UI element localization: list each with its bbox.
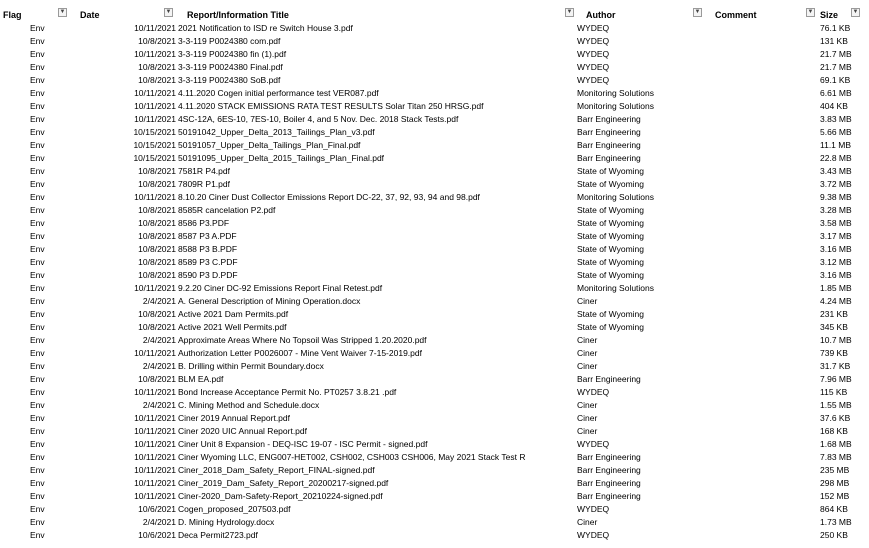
cell-flag[interactable]: Env [30, 322, 45, 332]
cell-author[interactable]: State of Wyoming [577, 166, 645, 176]
cell-date[interactable]: 10/8/2021 [138, 257, 176, 267]
cell-title[interactable]: 3-3-119 P0024380 SoB.pdf [178, 75, 281, 85]
cell-title[interactable]: 50191057_Upper_Delta_Tailings_Plan_Final.pdf [178, 140, 361, 150]
cell-flag[interactable]: Env [30, 478, 45, 488]
cell-date[interactable]: 10/11/2021 [134, 101, 176, 111]
table-row[interactable] [0, 22, 869, 35]
cell-title[interactable]: C. Mining Method and Schedule.docx [178, 400, 320, 410]
cell-title[interactable]: 8585R cancelation P2.pdf [178, 205, 276, 215]
cell-author[interactable]: Monitoring Solutions [577, 88, 655, 98]
cell-flag[interactable]: Env [30, 400, 45, 410]
cell-size[interactable]: 298 MB [820, 478, 850, 488]
cell-flag[interactable]: Env [30, 309, 45, 319]
cell-size[interactable]: 37.6 KB [820, 413, 851, 423]
cell-author[interactable]: Barr Engineering [577, 465, 641, 475]
cell-title[interactable]: 8586 P3.PDF [178, 218, 230, 228]
cell-title[interactable]: B. Drilling within Permit Boundary.docx [178, 361, 324, 371]
cell-flag[interactable]: Env [30, 283, 45, 293]
cell-author[interactable]: WYDEQ [577, 49, 610, 59]
table-row[interactable] [0, 61, 869, 74]
table-row[interactable] [0, 334, 869, 347]
cell-flag[interactable]: Env [30, 335, 45, 345]
cell-date[interactable]: 10/8/2021 [138, 36, 176, 46]
column-header-row [0, 0, 869, 22]
cell-flag[interactable]: Env [30, 257, 45, 267]
cell-flag[interactable]: Env [30, 244, 45, 254]
cell-size[interactable]: 31.7 KB [820, 361, 851, 371]
cell-date[interactable]: 10/8/2021 [138, 270, 176, 280]
cell-size[interactable]: 115 KB [820, 387, 848, 397]
cell-flag[interactable]: Env [30, 192, 45, 202]
cell-title[interactable]: Bond Increase Acceptance Permit No. PT0257 3.8.21 .pdf [178, 387, 397, 397]
cell-title[interactable]: Ciner-2020_Dam-Safety-Report_20210224-signed.pdf [178, 491, 383, 501]
table-row[interactable] [0, 295, 869, 308]
table-row[interactable] [0, 230, 869, 243]
cell-flag[interactable]: Env [30, 205, 45, 215]
cell-author[interactable]: WYDEQ [577, 387, 610, 397]
cell-size[interactable]: 1.85 MB [820, 283, 852, 293]
cell-author[interactable]: Ciner [577, 361, 598, 371]
cell-date[interactable]: 10/15/2021 [133, 153, 176, 163]
dropdown-arrow-icon[interactable]: ▼ [566, 9, 573, 15]
column-header-flag[interactable]: Flag [3, 10, 22, 20]
cell-author[interactable]: WYDEQ [577, 23, 610, 33]
cell-size[interactable]: 404 KB [820, 101, 848, 111]
cell-date[interactable]: 10/11/2021 [134, 426, 176, 436]
cell-author[interactable]: Barr Engineering [577, 127, 641, 137]
cell-flag[interactable]: Env [30, 153, 45, 163]
cell-title[interactable]: Deca Permit2723.pdf [178, 530, 258, 540]
cell-author[interactable]: Barr Engineering [577, 153, 641, 163]
cell-size[interactable]: 168 KB [820, 426, 848, 436]
cell-date[interactable]: 10/8/2021 [138, 374, 176, 384]
cell-title[interactable]: Active 2021 Dam Permits.pdf [178, 309, 289, 319]
cell-flag[interactable]: Env [30, 426, 45, 436]
cell-flag[interactable]: Env [30, 504, 45, 514]
cell-date[interactable]: 10/15/2021 [133, 140, 176, 150]
table-row[interactable] [0, 269, 869, 282]
cell-title[interactable]: Active 2021 Well Permits.pdf [178, 322, 287, 332]
cell-title[interactable]: 9.2.20 Ciner DC-92 Emissions Report Final Retest.pdf [178, 283, 383, 293]
cell-date[interactable]: 10/11/2021 [134, 465, 176, 475]
cell-size[interactable]: 1.68 MB [820, 439, 852, 449]
table-row[interactable] [0, 152, 869, 165]
cell-size[interactable]: 11.1 MB [820, 140, 852, 150]
cell-date[interactable]: 10/8/2021 [138, 166, 176, 176]
cell-flag[interactable]: Env [30, 140, 45, 150]
cell-date[interactable]: 10/8/2021 [138, 62, 176, 72]
cell-title[interactable]: 8587 P3 A.PDF [178, 231, 237, 241]
cell-date[interactable]: 10/11/2021 [134, 114, 176, 124]
cell-author[interactable]: State of Wyoming [577, 322, 645, 332]
cell-flag[interactable]: Env [30, 296, 45, 306]
cell-title[interactable]: 4.11.2020 Cogen initial performance test VER087.pdf [178, 88, 379, 98]
table-row[interactable] [0, 516, 869, 529]
cell-title[interactable]: 7581R P4.pdf [178, 166, 230, 176]
cell-author[interactable]: Monitoring Solutions [577, 192, 655, 202]
cell-size[interactable]: 22.8 MB [820, 153, 852, 163]
table-row[interactable] [0, 87, 869, 100]
cell-author[interactable]: Ciner [577, 426, 598, 436]
table-row[interactable] [0, 451, 869, 464]
table-row[interactable] [0, 126, 869, 139]
table-row[interactable] [0, 412, 869, 425]
cell-date[interactable]: 10/8/2021 [138, 218, 176, 228]
cell-flag[interactable]: Env [30, 270, 45, 280]
cell-flag[interactable]: Env [30, 465, 45, 475]
dropdown-arrow-icon[interactable]: ▼ [852, 9, 859, 15]
table-row[interactable] [0, 282, 869, 295]
cell-title[interactable]: 8589 P3 C.PDF [178, 257, 238, 267]
cell-flag[interactable]: Env [30, 218, 45, 228]
cell-title[interactable]: 8588 P3 B.PDF [178, 244, 238, 254]
cell-author[interactable]: State of Wyoming [577, 309, 645, 319]
cell-title[interactable]: Ciner_2019_Dam_Safety_Report_20200217-signed.pdf [178, 478, 389, 488]
cell-size[interactable]: 3.83 MB [820, 114, 852, 124]
cell-size[interactable]: 76.1 KB [820, 23, 851, 33]
cell-size[interactable]: 3.17 MB [820, 231, 852, 241]
cell-size[interactable]: 231 KB [820, 309, 848, 319]
cell-flag[interactable]: Env [30, 49, 45, 59]
cell-size[interactable]: 3.16 MB [820, 270, 852, 280]
cell-author[interactable]: State of Wyoming [577, 231, 645, 241]
cell-size[interactable]: 3.12 MB [820, 257, 852, 267]
table-row[interactable] [0, 490, 869, 503]
cell-title[interactable]: Ciner 2019 Annual Report.pdf [178, 413, 290, 423]
cell-title[interactable]: 4.11.2020 STACK EMISSIONS RATA TEST RESULTS Solar Titan 250 HRSG.pdf [178, 101, 484, 111]
cell-title[interactable]: 50191095_Upper_Delta_2015_Tailings_Plan_Final.pdf [178, 153, 385, 163]
cell-author[interactable]: Ciner [577, 296, 598, 306]
cell-size[interactable]: 9.38 MB [820, 192, 852, 202]
table-row[interactable] [0, 438, 869, 451]
column-header-author[interactable]: Author [586, 10, 616, 20]
cell-author[interactable]: State of Wyoming [577, 205, 645, 215]
cell-flag[interactable]: Env [30, 231, 45, 241]
cell-size[interactable]: 235 MB [820, 465, 850, 475]
cell-size[interactable]: 3.43 MB [820, 166, 852, 176]
cell-title[interactable]: BLM EA.pdf [178, 374, 224, 384]
cell-flag[interactable]: Env [30, 88, 45, 98]
cell-author[interactable]: State of Wyoming [577, 270, 645, 280]
cell-size[interactable]: 152 MB [820, 491, 850, 501]
table-row[interactable] [0, 74, 869, 87]
filter-funnel-icon[interactable]: ▼ [59, 9, 66, 15]
cell-flag[interactable]: Env [30, 62, 45, 72]
cell-size[interactable]: 739 KB [820, 348, 848, 358]
cell-author[interactable]: Ciner [577, 517, 598, 527]
table-row[interactable] [0, 178, 869, 191]
table-row[interactable] [0, 35, 869, 48]
cell-title[interactable]: 3-3-119 P0024380 Final.pdf [178, 62, 283, 72]
cell-flag[interactable]: Env [30, 348, 45, 358]
cell-flag[interactable]: Env [30, 452, 45, 462]
dropdown-arrow-icon[interactable]: ▼ [165, 9, 172, 15]
cell-flag[interactable]: Env [30, 166, 45, 176]
column-header-date[interactable]: Date [80, 10, 100, 20]
table-row[interactable] [0, 503, 869, 516]
cell-date[interactable]: 10/8/2021 [138, 205, 176, 215]
cell-date[interactable]: 10/11/2021 [134, 387, 176, 397]
cell-size[interactable]: 3.28 MB [820, 205, 852, 215]
cell-title[interactable]: 4SC-12A, 6ES-10, 7ES-10, Boiler 4, and 5 Nov. Dec. 2018 Stack Tests.pdf [178, 114, 459, 124]
cell-date[interactable]: 10/8/2021 [138, 231, 176, 241]
table-row[interactable] [0, 204, 869, 217]
cell-date[interactable]: 10/11/2021 [134, 478, 176, 488]
cell-date[interactable]: 10/11/2021 [134, 413, 176, 423]
cell-date[interactable]: 10/11/2021 [134, 491, 176, 501]
cell-date[interactable]: 10/6/2021 [138, 504, 176, 514]
cell-title[interactable]: Cogen_proposed_207503.pdf [178, 504, 291, 514]
cell-flag[interactable]: Env [30, 374, 45, 384]
table-row[interactable] [0, 360, 869, 373]
cell-date[interactable]: 10/6/2021 [138, 530, 176, 540]
cell-author[interactable]: Monitoring Solutions [577, 101, 655, 111]
cell-title[interactable]: 8590 P3 D.PDF [178, 270, 238, 280]
cell-size[interactable]: 3.72 MB [820, 179, 852, 189]
cell-flag[interactable]: Env [30, 387, 45, 397]
dropdown-arrow-icon[interactable]: ▼ [694, 9, 701, 15]
cell-date[interactable]: 10/11/2021 [134, 439, 176, 449]
cell-size[interactable]: 5.66 MB [820, 127, 852, 137]
cell-author[interactable]: WYDEQ [577, 36, 610, 46]
cell-date[interactable]: 10/15/2021 [133, 127, 176, 137]
cell-size[interactable]: 1.73 MB [820, 517, 852, 527]
cell-size[interactable]: 345 KB [820, 322, 848, 332]
cell-author[interactable]: WYDEQ [577, 62, 610, 72]
table-row[interactable] [0, 399, 869, 412]
cell-flag[interactable]: Env [30, 101, 45, 111]
cell-title[interactable]: 2021 Notification to ISD re Switch House 3.pdf [178, 23, 353, 33]
cell-flag[interactable]: Env [30, 36, 45, 46]
cell-flag[interactable]: Env [30, 179, 45, 189]
cell-size[interactable]: 131 KB [820, 36, 848, 46]
cell-flag[interactable]: Env [30, 127, 45, 137]
cell-title[interactable]: 50191042_Upper_Delta_2013_Tailings_Plan_v3.pdf [178, 127, 375, 137]
cell-author[interactable]: Barr Engineering [577, 478, 641, 488]
cell-size[interactable]: 3.58 MB [820, 218, 852, 228]
cell-flag[interactable]: Env [30, 361, 45, 371]
table-row[interactable] [0, 373, 869, 386]
column-header-comment[interactable]: Comment [715, 10, 757, 20]
cell-author[interactable]: State of Wyoming [577, 179, 645, 189]
cell-author[interactable]: Barr Engineering [577, 491, 641, 501]
data-table-body [0, 22, 869, 542]
table-row[interactable] [0, 191, 869, 204]
cell-flag[interactable]: Env [30, 23, 45, 33]
cell-size[interactable]: 3.16 MB [820, 244, 852, 254]
table-row[interactable] [0, 529, 869, 542]
dropdown-arrow-icon[interactable]: ▼ [807, 9, 814, 15]
cell-title[interactable]: 3-3-119 P0024380 com.pdf [178, 36, 281, 46]
cell-author[interactable]: State of Wyoming [577, 244, 645, 254]
cell-title[interactable]: Authorization Letter P0026007 - Mine Vent Waiver 7-15-2019.pdf [178, 348, 422, 358]
cell-author[interactable]: Ciner [577, 335, 598, 345]
table-row[interactable] [0, 48, 869, 61]
cell-size[interactable]: 21.7 MB [820, 62, 852, 72]
cell-flag[interactable]: Env [30, 517, 45, 527]
cell-title[interactable]: 8.10.20 Ciner Dust Collector Emissions Report DC-22, 37, 92, 93, 94 and 98.pdf [178, 192, 480, 202]
table-row[interactable] [0, 139, 869, 152]
cell-date[interactable]: 10/8/2021 [138, 244, 176, 254]
table-row[interactable] [0, 256, 869, 269]
table-row[interactable] [0, 165, 869, 178]
cell-title[interactable]: 7809R P1.pdf [178, 179, 230, 189]
cell-date[interactable]: 2/4/2021 [142, 335, 176, 345]
table-row[interactable] [0, 477, 869, 490]
cell-author[interactable]: Barr Engineering [577, 140, 641, 150]
cell-flag[interactable]: Env [30, 439, 45, 449]
cell-flag[interactable]: Env [30, 413, 45, 423]
cell-author[interactable]: Ciner [577, 400, 598, 410]
cell-date[interactable]: 10/11/2021 [134, 192, 176, 202]
cell-title[interactable]: A. General Description of Mining Operation.docx [178, 296, 361, 306]
cell-title[interactable]: Ciner Wyoming LLC, ENG007-HET002, CSH002, CSH003 CSH006, May 2021 Stack Test R [178, 452, 526, 462]
cell-flag[interactable]: Env [30, 75, 45, 85]
cell-date[interactable]: 10/8/2021 [138, 309, 176, 319]
table-row[interactable] [0, 347, 869, 360]
cell-date[interactable]: 10/11/2021 [134, 452, 176, 462]
cell-title[interactable]: Ciner Unit 8 Expansion - DEQ-ISC 19-07 - ISC Permit - signed.pdf [178, 439, 428, 449]
cell-date[interactable]: 10/11/2021 [134, 23, 176, 33]
cell-author[interactable]: Ciner [577, 348, 598, 358]
cell-size[interactable]: 250 KB [820, 530, 848, 540]
table-row[interactable] [0, 386, 869, 399]
cell-flag[interactable]: Env [30, 530, 45, 540]
cell-date[interactable]: 10/8/2021 [138, 179, 176, 189]
cell-date[interactable]: 2/4/2021 [142, 400, 176, 410]
cell-title[interactable]: D. Mining Hydrology.docx [178, 517, 275, 527]
cell-size[interactable]: 1.55 MB [820, 400, 852, 410]
cell-date[interactable]: 2/4/2021 [142, 296, 176, 306]
cell-size[interactable]: 864 KB [820, 504, 848, 514]
table-row[interactable] [0, 464, 869, 477]
cell-title[interactable]: 3-3-119 P0024380 fin (1).pdf [178, 49, 287, 59]
cell-author[interactable]: Monitoring Solutions [577, 283, 655, 293]
cell-size[interactable]: 69.1 KB [820, 75, 851, 85]
column-header-size[interactable]: Size [820, 10, 839, 20]
table-row[interactable] [0, 243, 869, 256]
cell-date[interactable]: 2/4/2021 [142, 361, 176, 371]
cell-author[interactable]: Barr Engineering [577, 452, 641, 462]
cell-size[interactable]: 6.61 MB [820, 88, 852, 98]
table-row[interactable] [0, 113, 869, 126]
table-row[interactable] [0, 425, 869, 438]
cell-title[interactable]: Ciner_2018_Dam_Safety_Report_FINAL-signed.pdf [178, 465, 375, 475]
cell-size[interactable]: 4.24 MB [820, 296, 852, 306]
table-row[interactable] [0, 100, 869, 113]
cell-date[interactable]: 10/11/2021 [134, 88, 176, 98]
cell-author[interactable]: Ciner [577, 413, 598, 423]
table-row[interactable] [0, 217, 869, 230]
cell-title[interactable]: Approximate Areas Where No Topsoil Was Stripped 1.20.2020.pdf [178, 335, 427, 345]
cell-author[interactable]: WYDEQ [577, 75, 610, 85]
cell-author[interactable]: WYDEQ [577, 439, 610, 449]
cell-flag[interactable]: Env [30, 491, 45, 501]
cell-author[interactable]: WYDEQ [577, 504, 610, 514]
cell-date[interactable]: 10/8/2021 [138, 322, 176, 332]
cell-size[interactable]: 10.7 MB [820, 335, 852, 345]
cell-author[interactable]: State of Wyoming [577, 218, 645, 228]
table-row[interactable] [0, 308, 869, 321]
cell-date[interactable]: 10/11/2021 [134, 348, 176, 358]
cell-flag[interactable]: Env [30, 114, 45, 124]
cell-size[interactable]: 21.7 MB [820, 49, 852, 59]
cell-author[interactable]: Barr Engineering [577, 374, 641, 384]
cell-date[interactable]: 2/4/2021 [142, 517, 176, 527]
cell-date[interactable]: 10/11/2021 [134, 283, 176, 293]
table-row[interactable] [0, 321, 869, 334]
cell-date[interactable]: 10/11/2021 [134, 49, 176, 59]
cell-author[interactable]: Barr Engineering [577, 114, 641, 124]
cell-title[interactable]: Ciner 2020 UIC Annual Report.pdf [178, 426, 307, 436]
cell-date[interactable]: 10/8/2021 [138, 75, 176, 85]
column-header-title[interactable]: Report/Information Title [187, 10, 289, 20]
cell-size[interactable]: 7.83 MB [820, 452, 852, 462]
cell-size[interactable]: 7.96 MB [820, 374, 852, 384]
cell-author[interactable]: State of Wyoming [577, 257, 645, 267]
cell-author[interactable]: WYDEQ [577, 530, 610, 540]
